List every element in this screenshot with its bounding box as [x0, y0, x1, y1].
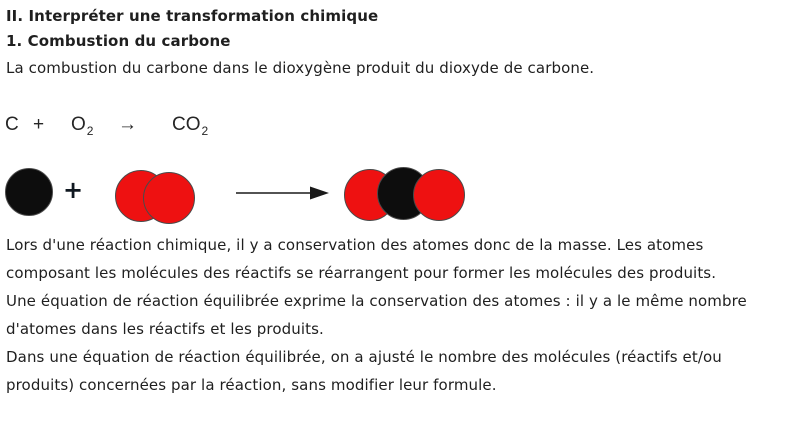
body-line: d'atomes dans les réactifs et les produits. [6, 320, 324, 338]
molecular-diagram [0, 160, 800, 230]
equation-reactant-carbon: C [5, 114, 19, 135]
body-line: Lors d'une réaction chimique, il y a conservation des atomes donc de la masse. Les atomes [6, 236, 704, 254]
intro-sentence: La combustion du carbone dans le dioxygène produit du dioxyde de carbone. [6, 59, 595, 77]
equation-arrow: → [118, 114, 137, 135]
equation-reactant-dioxygen: $O_2$ [71, 114, 94, 138]
reaction-arrow-icon [236, 184, 330, 202]
chemical-equation [0, 114, 800, 146]
body-line: produits) concernées par la réaction, sans modifier leur formule. [6, 376, 497, 394]
body-line: composant les molécules des réactifs se réarrangent pour former les molécules des produits. [6, 264, 717, 282]
plus-icon: + [63, 176, 84, 204]
lesson-body [6, 231, 796, 399]
oxygen-atom-icon [143, 172, 195, 224]
section-heading: II. Interpréter une transformation chimique [6, 7, 379, 25]
subscript: 2 [86, 124, 94, 138]
equation-product-co2: $CO_2$ [172, 114, 209, 138]
oxygen-atom-icon [413, 169, 465, 221]
body-line: Dans une équation de réaction équilibrée, on a ajusté le nombre des molécules (réactifs et/ou [6, 348, 722, 366]
body-line: Une équation de réaction équilibrée exprime la conservation des atomes : il y a le même nombre [6, 292, 747, 310]
equation-plus-sign: + [33, 114, 45, 135]
carbon-atom-icon [5, 168, 53, 216]
subsection-heading: 1. Combustion du carbone [6, 32, 231, 50]
subscript: 2 [201, 124, 209, 138]
